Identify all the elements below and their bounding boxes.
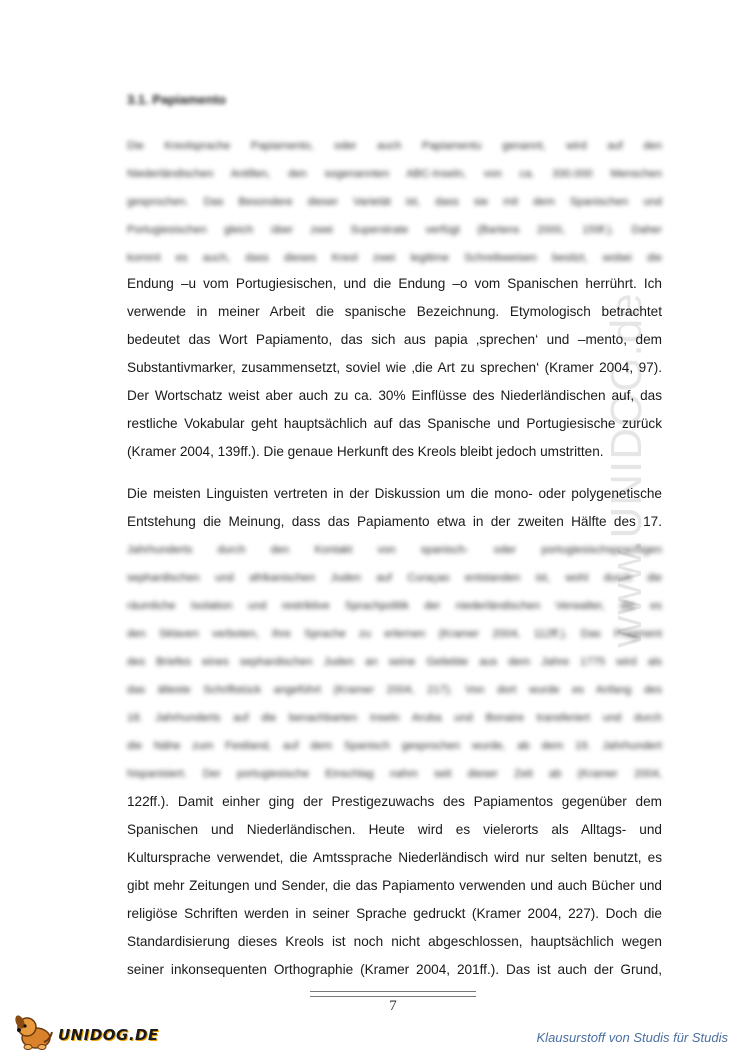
text-line: religiöse Schriften werden in seiner Sprache gedruckt (Kramer 2004, 227). Doch die xyxy=(127,906,662,921)
text-line: Niederländischen Antillen, den sogenannten ABC-Inseln, von ca. 330.000 Menschen xyxy=(127,168,662,180)
text-line: gibt mehr Zeitungen und Sender, die das Papiamento verwenden und auch Bücher und xyxy=(127,878,662,893)
paragraph-2-clear-start xyxy=(127,480,662,536)
footer-rule-top xyxy=(310,991,476,992)
text-line: restliche Vokabular geht hauptsächlich auf das Spanische und Portugiesische zurück xyxy=(127,416,662,431)
text-line: den Sklaven verboten, ihre Sprache zu erlernen (Kramer 2004, 112ff.). Das Fragment xyxy=(127,628,662,640)
text-line: Jahrhunderts durch den Kontakt von spanisch- oder portugiesischsprachigen xyxy=(127,544,662,556)
text-line: hispanisiert. Der portugiesische Einschlag nahm seit dieser Zeit ab (Kramer 2004, xyxy=(127,768,662,780)
dog-icon xyxy=(14,1012,60,1052)
text-line-content: Endung –u vom Portugiesischen, und die Endung –o vom Spanischen herrührt. Ich xyxy=(127,276,662,291)
section-heading: 3.1. Papiamento xyxy=(127,92,226,107)
text-line: sephardischen und afrikanischen Juden auf Curaçao entstanden ist, wohl durch die xyxy=(127,572,662,584)
text-line: seiner inkonsequenten Orthographie (Kramer 2004, 201ff.). Das ist auch der Grund, xyxy=(127,962,662,977)
text-line: Die meisten Linguisten vertreten in der Diskussion um die mono- oder polygenetische xyxy=(127,486,662,501)
text-line: Standardisierung dieses Kreols ist noch nicht abgeschlossen, hauptsächlich wegen xyxy=(127,934,662,949)
page-number: 7 xyxy=(389,998,397,1014)
paragraph-2-clear-tail xyxy=(127,788,662,984)
watermark: www.UNIDOG.de xyxy=(602,292,651,648)
text-line: des Briefes eines sephardischen Juden an seine Geliebte aus dem Jahre 1775 wird als xyxy=(127,656,662,668)
text-line: gesprochen. Das Besondere dieser Varietät ist, dass sie mit dem Spanischen und xyxy=(127,196,662,208)
text-line: 18. Jahrhunderts auf die benachbarten Inseln Aruba und Bonaire transferiert und durch xyxy=(127,712,662,724)
logo-text: UNIDOG.DE xyxy=(58,1026,159,1044)
paragraph-2-blurred xyxy=(127,536,662,788)
text-line: Der Wortschatz weist aber auch zu ca. 30% Einflüsse des Niederländischen auf, das xyxy=(127,388,662,403)
text-line: Entstehung die Meinung, dass das Papiamento etwa in der zweiten Hälfte des 17. xyxy=(127,514,662,529)
text-line: kommt es auch, dass dieses Kreol zwei legitime Schreibweisen besitzt, wobei die xyxy=(127,252,662,264)
text-line: Substantivmarker, zusammensetzt, soviel wie ‚die Art zu sprechen‘ (Kramer 2004, 97). xyxy=(127,360,662,375)
text-line: Portugiesischen gleich über zwei Superstrate verfügt (Bartens 2000, 159f.). Daher xyxy=(127,224,662,236)
unidog-logo[interactable] xyxy=(14,1012,164,1052)
paragraph-1-blurred xyxy=(127,132,662,272)
text-line: das älteste Schriftstück angeführt (Kramer 2004, 217). Von dort wurde es Anfang des xyxy=(127,684,662,696)
text-line: räumliche Isolation und restriktive Sprachpolitik der niederländischen Verwalter, die es xyxy=(127,600,662,612)
text-line: Spanischen und Niederländischen. Heute wird es vielerorts als Alltags- und xyxy=(127,822,662,837)
text-line: (Kramer 2004, 139ff.). Die genaue Herkunft des Kreols bleibt jedoch umstritten. xyxy=(127,444,604,459)
text-line: verwende in meiner Arbeit die spanische Bezeichnung. Etymologisch betrachtet xyxy=(127,304,662,319)
text-line: bedeutet das Wort Papiamento, das sich aus papia ‚sprechen‘ und –mento, dem xyxy=(127,332,662,347)
paragraph-1-clear xyxy=(127,270,662,466)
footer-rule-bottom xyxy=(310,996,476,997)
footer-slogan: Klausurstoff von Studis für Studis xyxy=(536,1030,728,1045)
text-line: Kultursprache verwendet, die Amtssprache Niederländisch wird nur selten benutzt, es xyxy=(127,850,662,865)
text-line: Die Kreolsprache Papiamento, oder auch Papiamentu genannt, wird auf den xyxy=(127,140,662,152)
text-line xyxy=(127,270,662,298)
text-line: 122ff.). Damit einher ging der Prestigezuwachs des Papiamentos gegenüber dem xyxy=(127,794,662,809)
text-line: die Nähe zum Festland, auf dem Spanisch gesprochen wurde, ab dem 19. Jahrhundert xyxy=(127,740,662,752)
